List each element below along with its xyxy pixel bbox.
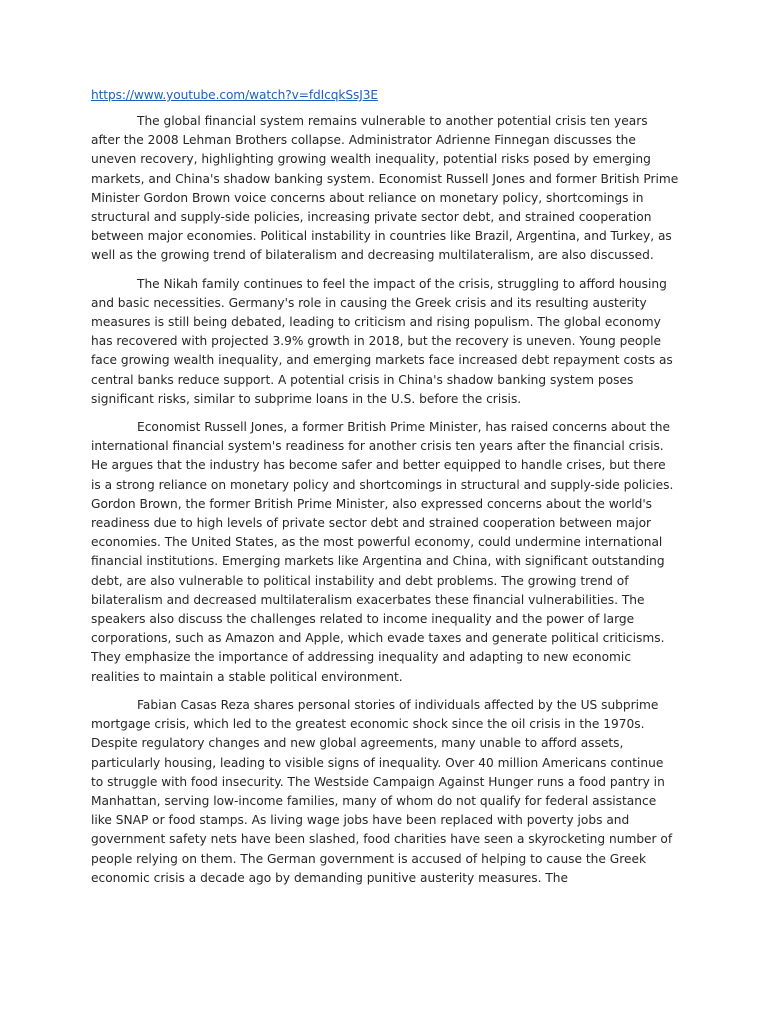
link-line — [91, 86, 679, 105]
paragraph-2: The Nikah family continues to feel the impact of the crisis, struggling to afford housing and basic necessities. Germany's role in causing the Greek crisis and its resulting austerity measures is still being debated, leading to criticism and rising populism. The global economy has recovered with projected 3.9% growth in 2018, but the recovery is uneven. Young people face growing wealth inequality, and emerging markets face increased debt repayment costs as central banks reduce support. A potential crisis in China's shadow banking system poses significant risks, similar to subprime loans in the U.S. before the crisis. — [91, 276, 673, 406]
paragraph-3: Economist Russell Jones, a former British Prime Minister, has raised concerns about the international financial system's readiness for another crisis ten years after the financial crisis. He argues that the industry has become safer and better equipped to handle crises, but there is a strong reliance on monetary policy and shortcomings in structural and supply-side policies. Gordon Brown, the former British Prime Minister, also expressed concerns about the world's readiness due to high levels of private sector debt and strained cooperation between major economies. The United States, as the most powerful economy, could undermine international financial institutions. Emerging markets like Argentina and China, with significant outstanding debt, are also vulnerable to political instability and debt problems. The growing trend of bilateralism and decreased multilateralism exacerbates these financial vulnerabilities. The speakers also discuss the challenges related to income inequality and the power of large corporations, such as Amazon and Apple, which evade taxes and generate political criticisms. They emphasize the importance of addressing inequality and adapting to new economic realities to maintain a stable political environment. — [91, 420, 674, 684]
paragraph-1: The global financial system remains vulnerable to another potential crisis ten years after the 2008 Lehman Brothers collapse. Administrator Adrienne Finnegan discusses the uneven recovery, highlighting growing wealth inequality, potential risks posed by emerging markets, and China's shadow banking system. Economist Russell Jones and former British Prime Minister Gordon Brown voice concerns about reliance on monetary policy, shortcomings in structural and supply-side policies, increasing private sector debt, and strained cooperation between major economies. Political instability in countries like Brazil, Argentina, and Turkey, as well as the growing trend of bilateralism and decreasing multilateralism, are also discussed. — [91, 114, 679, 263]
paragraph-4: Fabian Casas Reza shares personal stories of individuals affected by the US subprime mortgage crisis, which led to the greatest economic shock since the oil crisis in the 1970s. Despite regulatory changes and new global agreements, many unable to afford assets, particularly housing, leading to visible signs of inequality. Over 40 million Americans continue to struggle with food insecurity. The Westside Campaign Against Hunger runs a food pantry in Manhattan, serving low-income families, many of whom do not qualify for federal assistance like SNAP or food stamps. As living wage jobs have been replaced with poverty jobs and government safety nets have been slashed, food charities have seen a skyrocketing number of people relying on them. The German government is accused of helping to cause the Greek economic crisis a decade ago by demanding punitive austerity measures. The — [91, 697, 673, 885]
youtube-link[interactable]: https://www.youtube.com/watch?v=fdIcqkSsJ3E — [91, 88, 378, 102]
document-body — [91, 86, 679, 897]
